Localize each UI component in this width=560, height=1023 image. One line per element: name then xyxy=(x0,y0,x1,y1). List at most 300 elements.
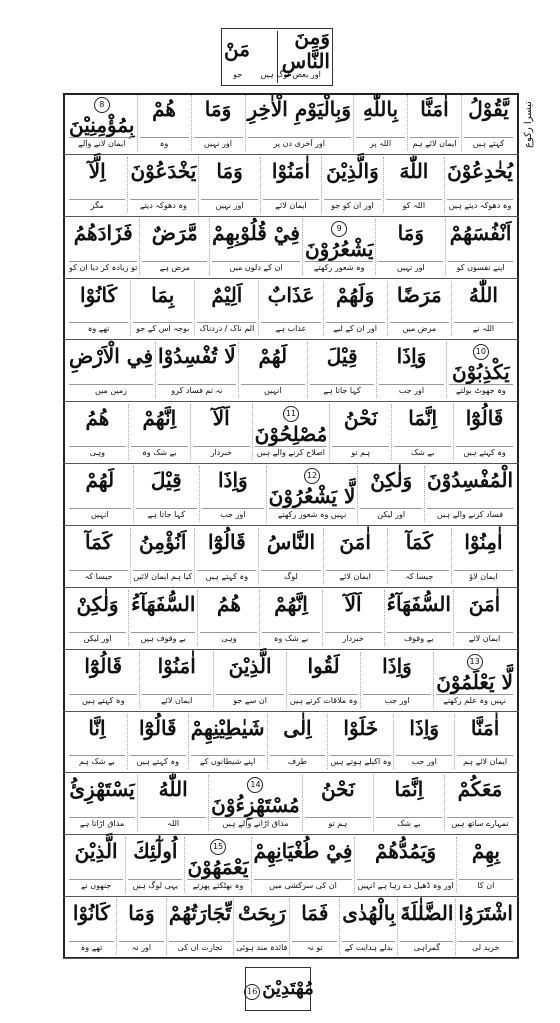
urdu-translation: وہ کہتے ہیں xyxy=(456,446,513,458)
arabic-word: النَّاسُ xyxy=(266,530,316,554)
urdu-translation: فساد کرنے والے ہیں xyxy=(427,508,513,520)
arabic-word: نَحْنُ xyxy=(343,406,378,431)
urdu-translation: ان کا xyxy=(459,879,513,891)
urdu-translation: ایمان لانے والے xyxy=(69,137,134,149)
verse-row xyxy=(63,650,519,712)
word-cell xyxy=(199,466,266,522)
arabic-word: اللّٰهَ xyxy=(399,158,429,183)
verse-row-cells xyxy=(67,281,515,337)
word-cell xyxy=(213,652,286,708)
urdu-translation: بے شک وہ xyxy=(262,632,319,644)
verse-row-cells xyxy=(67,775,515,831)
word-cell xyxy=(137,775,208,831)
arabic-word: لَهُمْ xyxy=(258,344,288,369)
arabic-word: تِّجَارَتُهُمْ xyxy=(168,901,232,926)
urdu-translation: ایمان لائے ہم xyxy=(457,755,513,767)
urdu-translation: بے وقوف ہیں xyxy=(131,632,195,644)
urdu-translation: اللہ xyxy=(140,817,206,829)
urdu-translation: اور آخری دن پر xyxy=(248,137,352,149)
arabic-word: اَلِيْمٌ xyxy=(211,282,243,307)
word-cell xyxy=(238,342,307,398)
urdu-translation: وہ دھوکہ دیتے ہیں xyxy=(448,200,512,210)
footer-word-box xyxy=(245,967,314,1011)
ayah-number-marker: 8 xyxy=(94,97,110,113)
urdu-translation: ایمان لاؤ xyxy=(454,570,513,582)
word-cell xyxy=(209,219,302,275)
word-cell xyxy=(453,590,515,646)
word-cell xyxy=(445,219,515,275)
arabic-word: يَّقُوْلُ xyxy=(468,97,509,121)
word-cell xyxy=(137,95,191,151)
word-cell xyxy=(233,899,289,955)
urdu-translation: بے وقوف xyxy=(387,632,451,644)
verse-row xyxy=(63,897,519,959)
arabic-word: يَخْدَعُوْنَ xyxy=(130,158,197,183)
urdu-translation: خبردار xyxy=(193,446,250,458)
word-cell xyxy=(67,219,139,275)
urdu-translation: وہ بھٹکتے پھرتے xyxy=(187,879,248,891)
arabic-word: كَمَآ xyxy=(405,530,433,554)
verse-row xyxy=(63,340,519,402)
arabic-word: اَلَآ xyxy=(344,591,362,616)
word-cell xyxy=(67,281,130,337)
word-cell xyxy=(354,837,455,893)
arabic-word: اُولٰٓئِكَ xyxy=(133,839,178,864)
ayah-number-marker: 12 xyxy=(304,468,320,484)
urdu-translation: وہ کہتے ہیں xyxy=(197,570,256,582)
word-cell xyxy=(323,281,387,337)
urdu-translation: اور جب xyxy=(202,508,264,520)
word-cell xyxy=(373,775,444,831)
urdu-translation: مذاق اڑانے والے ہیں xyxy=(211,817,300,829)
word-cell xyxy=(116,899,166,955)
word-cell xyxy=(461,95,515,151)
urdu-translation: مرض ہے xyxy=(142,261,207,273)
word-cell xyxy=(166,899,233,955)
urdu-translation: بے شک xyxy=(376,817,442,829)
header-arabic-phrase: وَمِنَ النَّاسِ xyxy=(281,25,330,73)
arabic-word: بِهِمْ xyxy=(471,839,500,864)
urdu-translation: اور ان کو جو xyxy=(324,199,380,211)
urdu-translation: اللہ کو xyxy=(386,199,442,211)
urdu-translation: اور نہیں xyxy=(194,137,243,149)
urdu-translation: اپنے نفسوں کو xyxy=(448,261,513,273)
word-cell xyxy=(67,837,125,893)
urdu-translation: خبردار xyxy=(325,632,382,644)
arabic-word: وَمَا xyxy=(397,220,425,245)
verse-row-cells xyxy=(67,652,515,708)
arabic-word: اٰمَنَّا xyxy=(470,715,500,740)
verse-row xyxy=(63,402,519,464)
word-cell xyxy=(407,95,461,151)
arabic-word: لَا تُفْسِدُوْا xyxy=(158,344,236,369)
verse-row xyxy=(63,588,519,650)
arabic-word: اٰمَنَ xyxy=(339,530,371,554)
word-cell xyxy=(191,95,245,151)
urdu-translation: وہ ملاقات کرتے ہیں xyxy=(289,695,358,705)
arabic-word: الَّذِيْنَ xyxy=(74,839,118,864)
ayah-number-marker: 11 xyxy=(283,406,299,422)
arabic-word: السُّفَهَآءُ xyxy=(386,591,451,616)
arabic-word: بِاللّٰهِ xyxy=(362,97,399,121)
arabic-word: لَّا يَعْلَمُوْنَ xyxy=(436,669,513,694)
arabic-word: وَلٰكِنْ xyxy=(370,468,413,493)
arabic-word: اَنْفُسَهُمْ xyxy=(449,220,512,245)
word-cell xyxy=(67,342,155,398)
word-cell xyxy=(307,342,376,398)
urdu-translation: جنھوں نے xyxy=(69,879,123,891)
urdu-translation: تجارت ان کی xyxy=(169,941,231,953)
arabic-word: وَيَمُدُّهُمْ xyxy=(375,839,437,864)
word-cell xyxy=(322,590,384,646)
arabic-word: يَكْذِبُوْنَ xyxy=(451,360,510,385)
arabic-word: مُصْلِحُوْنَ xyxy=(254,422,328,447)
verse-row xyxy=(63,217,519,279)
urdu-translation: زمین میں xyxy=(69,384,153,396)
arabic-word: الَّذِيْنَ xyxy=(228,653,272,678)
arabic-word: اِنَّمَا xyxy=(408,406,438,431)
arabic-word: قَالُوْٓا xyxy=(84,653,123,678)
arabic-word: رَبِحَتْ xyxy=(237,901,286,926)
arabic-word: وَلٰكِنْ xyxy=(76,591,119,616)
urdu-translation: الم ناک / دردناک xyxy=(197,322,256,334)
word-cell xyxy=(197,590,259,646)
arabic-word: اللّٰهُ xyxy=(468,282,498,307)
word-cell xyxy=(327,714,393,770)
verse-row-cells xyxy=(67,404,515,460)
arabic-word: اِنَّهُمْ xyxy=(142,406,177,431)
verse-row-cells xyxy=(67,157,515,213)
arabic-word: عَذَابٌ xyxy=(267,282,315,307)
verse-row-cells xyxy=(67,528,515,584)
arabic-word: اللّٰهُ xyxy=(158,777,188,802)
arabic-word: يُخٰدِعُوْنَ xyxy=(447,158,513,183)
word-cell xyxy=(67,528,130,584)
urdu-translation: بے شک وہ xyxy=(131,446,188,458)
urdu-translation: اور جب xyxy=(363,694,431,706)
word-cell xyxy=(67,466,133,522)
arabic-word: كَمَآ xyxy=(84,530,113,554)
arabic-word: قِيْلَ xyxy=(326,344,358,369)
urdu-translation: ہم تو xyxy=(332,446,389,458)
word-cell xyxy=(67,775,137,831)
urdu-translation: کہتے ہیں xyxy=(464,137,513,149)
word-cell xyxy=(433,652,515,708)
arabic-word: فِيْ طُغْيَانِهِمْ xyxy=(253,839,353,864)
urdu-translation: ان سے جو xyxy=(216,694,284,706)
word-cell xyxy=(321,157,382,213)
word-cell xyxy=(139,652,212,708)
urdu-translation: وہی xyxy=(69,446,126,458)
word-cell xyxy=(387,528,451,584)
section-side-label: تیسرا رکوع xyxy=(523,101,534,149)
urdu-translation: نہ تم فساد کرو xyxy=(158,384,236,396)
arabic-word: هُمُ xyxy=(85,406,110,431)
verse-row-cells xyxy=(67,837,515,893)
word-cell xyxy=(286,652,359,708)
ayah-number-marker: 9 xyxy=(331,221,347,237)
word-cell xyxy=(360,652,433,708)
word-cell xyxy=(329,404,391,460)
urdu-translation: اللہ پر xyxy=(356,137,405,149)
arabic-word: اَلَآ xyxy=(212,406,230,431)
urdu-translation: فائدہ مند ہوئی xyxy=(236,942,288,952)
urdu-translation: بے شک ہم xyxy=(69,755,125,767)
word-cell xyxy=(258,281,322,337)
urdu-translation: مذاق اڑاتا ہے xyxy=(69,817,135,829)
arabic-word: وَمَا xyxy=(216,158,243,183)
word-cell xyxy=(184,837,250,893)
arabic-word: كَانُوْا xyxy=(80,282,118,307)
word-cell xyxy=(128,404,190,460)
arabic-word: اِنَّهُمْ xyxy=(274,591,308,616)
urdu-translation: اللہ نے xyxy=(454,322,513,334)
urdu-translation: جیسا کہ xyxy=(69,570,128,582)
word-cell xyxy=(125,837,184,893)
arabic-word: وَلَهُمْ xyxy=(336,282,375,307)
word-cell xyxy=(133,466,200,522)
verse-row-cells xyxy=(67,219,515,275)
urdu-translation: انہیں xyxy=(69,508,131,520)
word-cell xyxy=(190,404,252,460)
urdu-translation: ایمان لائے xyxy=(142,694,210,706)
urdu-translation: کیا ہم ایمان لائیں xyxy=(133,571,193,581)
arabic-word: يَعْمَهُوْنَ xyxy=(187,855,249,880)
arabic-word: مُسْتَهْزِءُوْنَ xyxy=(211,793,300,818)
word-cell xyxy=(339,899,397,955)
word-cell xyxy=(130,281,194,337)
word-cell xyxy=(155,342,238,398)
verse-row-cells xyxy=(67,714,515,770)
footer-arabic-word: مُهْتَدِيْنَ16 xyxy=(242,977,314,1001)
verse-row xyxy=(63,155,519,217)
urdu-translation: وہ اکیلے ہوتے ہیں xyxy=(330,757,392,767)
word-cell xyxy=(451,528,515,584)
verse-header-box xyxy=(221,25,333,86)
word-cell xyxy=(188,714,267,770)
verse-row xyxy=(63,835,519,897)
urdu-translation: انہیں xyxy=(241,384,305,396)
verse-row xyxy=(63,464,519,526)
verse-row-cells xyxy=(67,590,515,646)
urdu-translation: اور جب xyxy=(396,755,452,767)
urdu-translation: یہی لوگ ہیں xyxy=(128,879,182,891)
word-cell xyxy=(353,95,407,151)
word-cell xyxy=(357,466,424,522)
arabic-word: اشْتَرَوُا xyxy=(458,901,513,926)
word-cell xyxy=(444,775,515,831)
header-urdu-phrase: اور بعض لوگ ہیں xyxy=(260,69,321,79)
arabic-word: وَاِذَا xyxy=(218,468,248,493)
arabic-word: بِمُؤْمِنِيْنَ xyxy=(69,113,135,137)
urdu-translation: اور وہ ڈھیل دے رہا ہے انہیں xyxy=(357,881,454,891)
arabic-word: لَهُمْ xyxy=(85,468,115,493)
urdu-translation: ایمان لائے xyxy=(456,632,513,644)
word-cell xyxy=(251,837,355,893)
urdu-translation: تھے وہ xyxy=(69,941,114,953)
arabic-word: مَعَكُمْ xyxy=(457,777,503,802)
word-cell xyxy=(384,590,453,646)
urdu-translation: کہا جاتا ہے xyxy=(136,508,198,520)
arabic-word: وَاِذَا xyxy=(409,715,440,740)
urdu-translation: نہیں وہ علم رکھتے xyxy=(436,694,513,706)
arabic-word: قَالُوْٓا xyxy=(138,715,177,740)
urdu-translation: بدلے ہدایت کے xyxy=(342,941,395,953)
arabic-word: وَمَا xyxy=(128,901,155,926)
verse-row-cells xyxy=(67,899,515,955)
word-cell xyxy=(67,590,128,646)
arabic-word: هُمْ xyxy=(152,97,176,121)
word-cell xyxy=(451,281,515,337)
verse-row-cells xyxy=(67,466,515,522)
arabic-word: يَشْعُرُوْنَ xyxy=(304,236,374,261)
word-by-word-grid xyxy=(63,93,519,959)
urdu-translation: تو نہ xyxy=(292,941,337,953)
ayah-number-marker: 10 xyxy=(473,344,489,360)
header-arabic-word: مَنْ xyxy=(224,37,250,61)
word-cell xyxy=(208,775,302,831)
arabic-word: يَسْتَهْزِئُ xyxy=(69,777,135,802)
word-cell xyxy=(455,899,515,955)
arabic-word: اٰمَنُوْا xyxy=(271,158,311,183)
urdu-translation: اور نہیں xyxy=(378,261,443,273)
urdu-translation: اور لیکن xyxy=(69,632,126,644)
ayah-number-marker: 16 xyxy=(244,984,260,1000)
urdu-translation: اور جب xyxy=(379,384,443,396)
arabic-word: مَرَضًا xyxy=(396,282,442,307)
word-cell xyxy=(127,157,198,213)
urdu-translation: جیسا کہ xyxy=(390,570,449,582)
urdu-translation: مگر xyxy=(69,199,125,211)
urdu-translation: وہ xyxy=(140,137,189,149)
arabic-word: اِلَّآ xyxy=(88,158,106,183)
arabic-word: بِمَا xyxy=(151,282,175,307)
arabic-word: وَاِذَا xyxy=(382,653,412,678)
urdu-translation: نہیں وہ شعور رکھتے xyxy=(269,508,356,520)
word-cell xyxy=(444,157,515,213)
word-cell xyxy=(67,404,128,460)
arabic-word: اٰمَنَّا xyxy=(420,97,449,121)
word-cell xyxy=(375,219,445,275)
urdu-translation: تو زیادہ کر دیا ان کو xyxy=(69,262,138,272)
urdu-translation: گمراہی xyxy=(400,941,453,953)
word-cell xyxy=(302,219,375,275)
word-cell xyxy=(289,899,339,955)
arabic-word: اٰمَنُوْا xyxy=(157,653,196,678)
arabic-word: اٰمِنُوْا xyxy=(464,530,503,554)
word-cell xyxy=(376,342,445,398)
arabic-word: وَالَّذِيْنَ xyxy=(326,158,379,183)
word-cell xyxy=(397,899,455,955)
urdu-translation: ان کی سرکشی میں xyxy=(254,879,353,891)
word-cell xyxy=(446,342,515,398)
verse-row xyxy=(63,279,519,341)
urdu-translation: مرض میں xyxy=(390,322,449,334)
arabic-word: اَنُؤْمِنُ xyxy=(139,530,187,554)
arabic-word: قِيْلَ xyxy=(150,468,182,493)
arabic-word: اٰمَنَ xyxy=(468,591,501,616)
urdu-translation: طرف xyxy=(270,755,326,767)
arabic-word: وَمَا xyxy=(204,97,232,121)
verse-row xyxy=(63,93,519,155)
word-cell xyxy=(67,157,127,213)
verse-row-cells xyxy=(67,95,515,151)
word-cell xyxy=(194,528,258,584)
header-translation xyxy=(224,67,330,81)
arabic-word: لَّا يَشْعُرُوْنَ xyxy=(268,484,356,509)
urdu-translation: ان کے دلوں میں xyxy=(212,261,300,273)
arabic-word: نَحْنُ xyxy=(320,777,355,802)
word-cell xyxy=(383,157,444,213)
urdu-translation: تمہارے ساتھ ہیں xyxy=(447,817,513,829)
urdu-translation: اصلاح کرنے والے ہیں xyxy=(255,446,328,458)
word-cell xyxy=(139,219,209,275)
arabic-word: فَزَادَهُمُ xyxy=(73,220,133,245)
urdu-translation: تھے وہ xyxy=(69,322,128,334)
word-cell xyxy=(393,714,454,770)
urdu-translation: لوگ xyxy=(261,570,320,582)
urdu-translation: اور نہیں xyxy=(201,199,257,211)
verse-row-cells xyxy=(67,342,515,398)
word-cell xyxy=(67,714,127,770)
arabic-word: وَاِذَا xyxy=(396,344,427,369)
ayah-number-marker: 13 xyxy=(467,654,483,670)
word-cell xyxy=(453,404,515,460)
header-arabic xyxy=(224,25,330,73)
word-cell xyxy=(267,714,328,770)
ayah-number-marker: 14 xyxy=(247,777,263,793)
urdu-translation: وہ دھوکہ دیتے xyxy=(130,199,196,211)
word-cell xyxy=(194,281,258,337)
header-urdu-word: جو xyxy=(233,69,243,79)
arabic-word: هُمُ xyxy=(217,591,241,616)
arabic-word: قَالُوْٓا xyxy=(465,406,504,431)
urdu-translation: وہی xyxy=(200,632,257,644)
word-cell xyxy=(302,775,373,831)
word-cell xyxy=(130,528,194,584)
urdu-translation: بوجہ اس کے جو xyxy=(133,322,192,334)
ayah-number-marker: 15 xyxy=(210,839,226,855)
word-cell xyxy=(127,714,188,770)
arabic-word: بِالْهُدٰى xyxy=(342,901,396,926)
arabic-word: الضَّلٰلَةَ xyxy=(400,901,454,926)
word-cell xyxy=(323,528,387,584)
urdu-translation: اور ان کے لیے xyxy=(326,322,385,334)
word-cell xyxy=(454,714,515,770)
word-cell xyxy=(424,466,515,522)
word-cell xyxy=(67,95,136,151)
word-cell xyxy=(456,837,515,893)
arabic-word: خَلَوْا xyxy=(343,715,379,740)
arabic-word: قَالُوْٓا xyxy=(208,530,246,554)
arabic-word: اِنَّا xyxy=(88,715,106,740)
arabic-word: وَبِالْيَوْمِ الْاٰخِرِ xyxy=(247,97,351,121)
word-cell xyxy=(245,95,354,151)
urdu-translation: عذاب ہے xyxy=(261,322,320,334)
arabic-word: لَقُوا xyxy=(307,653,340,678)
urdu-translation: وہ کہتے ہیں xyxy=(69,694,137,706)
word-cell xyxy=(391,404,453,460)
word-cell xyxy=(67,899,116,955)
urdu-translation: بے شک xyxy=(394,446,451,458)
word-cell xyxy=(259,590,321,646)
urdu-translation: کہا جاتا ہے xyxy=(310,384,374,396)
arabic-word: فِيْ قُلُوْبِهِمْ xyxy=(212,220,300,245)
word-cell xyxy=(67,652,139,708)
arabic-word: شَيٰطِيْنِهِمْ xyxy=(190,715,265,740)
urdu-translation: ایمان لائے xyxy=(263,199,319,211)
verse-row xyxy=(63,773,519,835)
